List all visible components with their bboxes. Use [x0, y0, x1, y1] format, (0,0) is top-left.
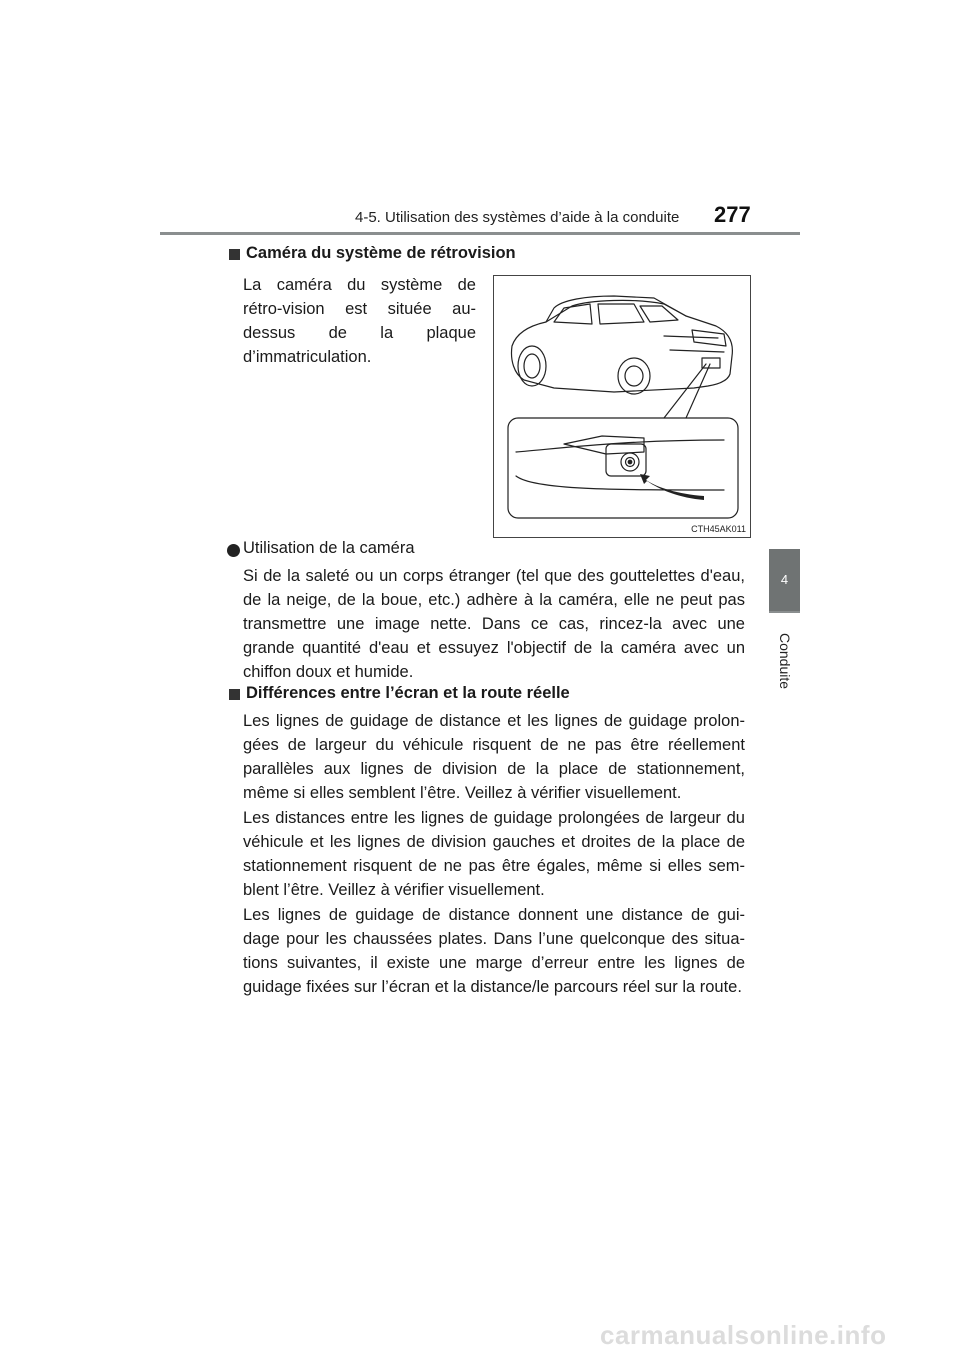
circle-bullet-icon: [227, 544, 240, 557]
square-bullet-icon: [229, 249, 240, 260]
chapter-tab[interactable]: 4: [769, 549, 800, 611]
car-rear-camera-illustration: [494, 276, 752, 539]
differences-heading: Différences entre l’écran et la route réelle: [246, 684, 570, 702]
square-bullet-icon: [229, 689, 240, 700]
usage-paragraph: Si de la saleté ou un corps étranger (tel que des gouttelettes d'eau, de la neige, de la boue, etc.) adhère à la caméra, elle ne peut pas transmettre une image nette. Dans ce cas, rincez-la avec une grande quantité d'eau et essuyez l'objectif de la caméra avec un chiffon doux et humide.: [243, 567, 745, 681]
header-divider: [160, 232, 800, 235]
camera-location-figure: [493, 275, 751, 538]
differences-paragraph-3: Les lignes de guidage de distance donnent une distance de gui-dage pour les chaussées plates. Dans l’une quelconque des situa-tions suivantes, il existe une marge d’erreur entre les lignes de guidage fixées sur l’écran et la distance/le parcours réel sur la route.: [243, 906, 745, 996]
chapter-label-text: Conduite: [777, 632, 793, 690]
chapter-tab-divider: [769, 611, 800, 613]
chapter-label: [771, 621, 799, 701]
differences-paragraph-2: Les distances entre les lignes de guidage prolongées de largeur du véhicule et les lignes de division gauches et droites de la place de stationnement risquent de ne pas être égales, même si elles sem-blent l’être. Veillez à vérifier visuellement.: [243, 809, 745, 899]
figure-code: CTH45AK011: [691, 524, 746, 534]
differences-paragraph-1: Les lignes de guidage de distance et les lignes de guidage prolon-gées de largeur du véhicule risquent de ne pas être réellement parallèles aux lignes de division de la place de stationnement, même si elles semblent l’être. Veillez à vérifier visuellement.: [243, 712, 745, 802]
section-title: 4-5. Utilisation des systèmes d’aide à la conduite: [355, 209, 680, 226]
page-number: 277: [714, 202, 751, 227]
camera-paragraph: La caméra du système de rétro-vision est située au-dessus de la plaque d’immatriculation.: [243, 276, 476, 366]
camera-heading: Caméra du système de rétrovision: [246, 244, 516, 262]
usage-subheading: Utilisation de la caméra: [243, 539, 415, 557]
footer-watermark: carmanualsonline.info: [600, 1320, 887, 1350]
